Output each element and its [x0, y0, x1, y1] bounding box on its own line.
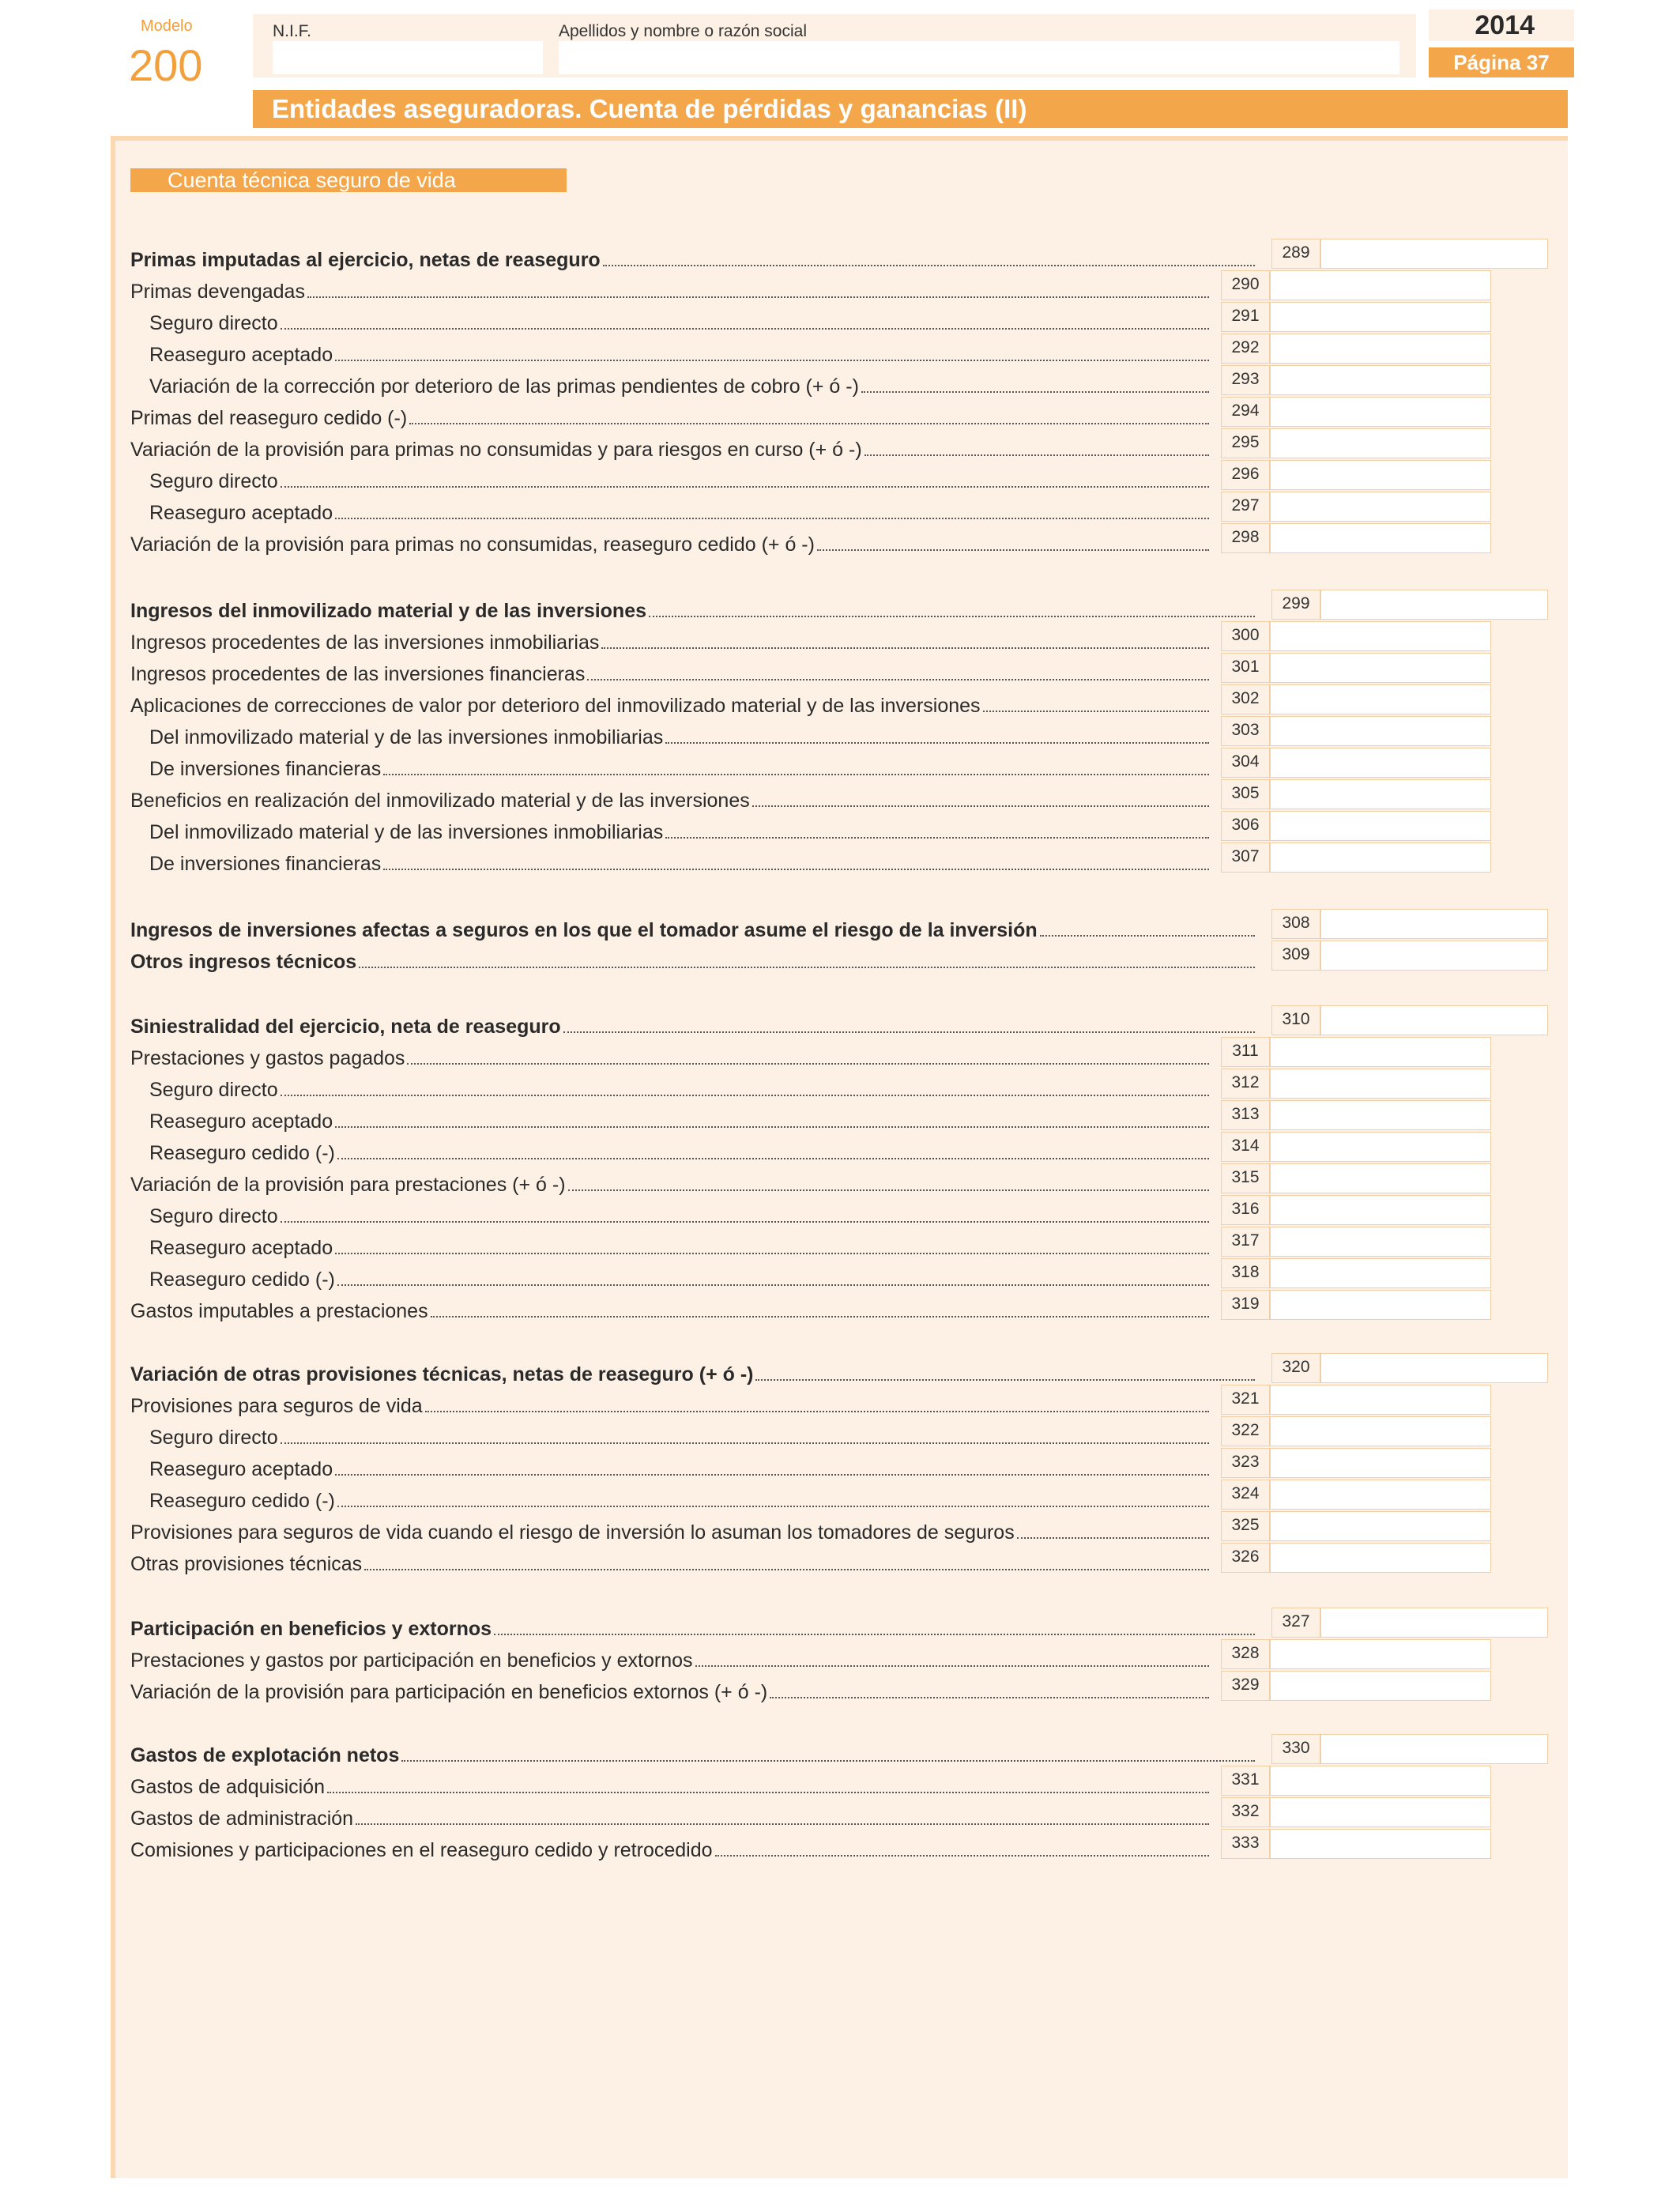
leader-dots	[864, 454, 1209, 456]
row-label: Reaseguro aceptado	[149, 1237, 333, 1259]
box-code: 324	[1221, 1480, 1270, 1510]
row-label: Prestaciones y gastos pagados	[130, 1047, 405, 1069]
row-label: Primas devengadas	[130, 281, 305, 303]
amount-field[interactable]	[1270, 1543, 1491, 1573]
box-code: 333	[1221, 1829, 1270, 1859]
row-label: Comisiones y participaciones en el reaseguro cedido y retrocedido	[130, 1839, 713, 1861]
row-label: Ingresos procedentes de las inversiones financieras	[130, 663, 586, 685]
row-label: De inversiones financieras	[149, 758, 382, 780]
leader-dots	[601, 647, 1209, 649]
leader-dots	[665, 837, 1209, 839]
row-label: Beneficios en realización del inmovilizado material y de las inversiones	[130, 790, 750, 812]
leader-dots	[364, 1569, 1209, 1570]
amount-field[interactable]	[1270, 779, 1491, 809]
form-row	[130, 1774, 1211, 1800]
amount-field[interactable]	[1320, 590, 1548, 620]
amount-field[interactable]	[1270, 1766, 1491, 1796]
amount-field[interactable]	[1270, 1639, 1491, 1669]
box-code: 318	[1221, 1258, 1270, 1288]
row-label: Del inmovilizado material y de las inversiones inmobiliarias	[149, 821, 664, 843]
name-label: Apellidos y nombre o razón social	[559, 22, 807, 40]
form-row	[130, 629, 1211, 656]
box-code: 299	[1271, 590, 1320, 620]
row-label: Seguro directo	[149, 470, 278, 492]
form-row	[130, 1487, 1211, 1514]
box-code: 300	[1221, 621, 1270, 651]
row-label: Variación de la provisión para primas no consumidas y para riesgos en curso (+ ó -)	[130, 439, 862, 461]
amount-field[interactable]	[1320, 1734, 1548, 1764]
amount-field[interactable]	[1270, 334, 1491, 364]
form-row	[130, 598, 1257, 624]
box-code: 321	[1221, 1385, 1270, 1415]
leader-dots	[281, 486, 1209, 488]
leader-dots	[383, 869, 1209, 870]
amount-field[interactable]	[1270, 1195, 1491, 1225]
box-code: 297	[1221, 492, 1270, 522]
row-label: Seguro directo	[149, 1427, 278, 1449]
box-code: 302	[1221, 684, 1270, 714]
amount-field[interactable]	[1270, 748, 1491, 778]
row-label: Prestaciones y gastos por participación en beneficios y extornos	[130, 1649, 693, 1672]
row-label: Reaseguro aceptado	[149, 1110, 333, 1133]
amount-field[interactable]	[1270, 460, 1491, 490]
leader-dots	[281, 1221, 1209, 1223]
form-row	[130, 405, 1211, 432]
row-label: Del inmovilizado material y de las inversiones inmobiliarias	[149, 726, 664, 748]
leader-dots	[337, 1506, 1209, 1507]
leader-dots	[568, 1189, 1209, 1191]
box-code: 315	[1221, 1163, 1270, 1193]
form-row	[130, 499, 1211, 526]
form-row	[130, 278, 1211, 305]
row-label: Reaseguro cedido (-)	[149, 1490, 335, 1512]
box-code: 291	[1221, 302, 1270, 332]
row-label: Reaseguro aceptado	[149, 1458, 333, 1480]
box-code: 303	[1221, 716, 1270, 746]
amount-field[interactable]	[1320, 909, 1548, 939]
amount-field[interactable]	[1270, 1416, 1491, 1446]
box-code: 328	[1221, 1639, 1270, 1669]
row-label: Variación de la corrección por deterioro de las primas pendientes de cobro (+ ó -)	[149, 375, 859, 398]
leader-dots	[335, 518, 1209, 519]
box-code: 316	[1221, 1195, 1270, 1225]
leader-dots	[603, 265, 1255, 266]
amount-field[interactable]	[1270, 397, 1491, 427]
row-label: Otras provisiones técnicas	[130, 1553, 363, 1575]
amount-field[interactable]	[1270, 492, 1491, 522]
form-row	[130, 819, 1211, 846]
leader-dots	[407, 1063, 1209, 1065]
amount-field[interactable]	[1270, 1448, 1491, 1478]
amount-field[interactable]	[1270, 1163, 1491, 1193]
form-row	[130, 373, 1211, 400]
row-label: Siniestralidad del ejercicio, neta de reaseguro	[130, 1016, 561, 1038]
leader-dots	[356, 1823, 1209, 1825]
leader-dots	[307, 296, 1209, 298]
row-label: Gastos imputables a prestaciones	[130, 1300, 428, 1322]
box-code: 313	[1221, 1100, 1270, 1130]
form-row	[130, 1393, 1211, 1419]
box-code: 310	[1271, 1005, 1320, 1035]
form-row	[130, 756, 1211, 782]
form-row	[130, 310, 1211, 337]
modelo-number: 200	[129, 40, 203, 90]
row-label: Reaseguro aceptado	[149, 502, 333, 524]
amount-field[interactable]	[1270, 1480, 1491, 1510]
form-row	[130, 1298, 1211, 1325]
leader-dots	[337, 1284, 1209, 1286]
form-row	[130, 1076, 1211, 1103]
row-label: Reaseguro aceptado	[149, 344, 333, 366]
form-row	[130, 531, 1211, 558]
amount-field[interactable]	[1270, 1037, 1491, 1067]
amount-field[interactable]	[1320, 239, 1548, 269]
box-code: 317	[1221, 1227, 1270, 1257]
box-code: 327	[1271, 1608, 1320, 1638]
leader-dots	[359, 967, 1255, 968]
amount-field[interactable]	[1270, 428, 1491, 458]
leader-dots	[563, 1031, 1255, 1033]
box-code: 325	[1221, 1511, 1270, 1541]
row-label: Provisiones para seguros de vida cuando el riesgo de inversión lo asuman los tomadores de seguros	[130, 1521, 1015, 1544]
amount-field[interactable]	[1270, 302, 1491, 332]
leader-dots	[665, 742, 1209, 744]
box-code: 304	[1221, 748, 1270, 778]
leader-dots	[337, 1158, 1209, 1159]
form-row	[130, 247, 1257, 273]
leader-dots	[335, 1474, 1209, 1476]
amount-field[interactable]	[1270, 653, 1491, 683]
row-label: Ingresos de inversiones afectas a seguros en los que el tomador asume el riesgo de la inversión	[130, 919, 1038, 941]
row-label: Ingresos procedentes de las inversiones inmobiliarias	[130, 631, 600, 654]
form-row	[130, 1456, 1211, 1483]
box-code: 319	[1221, 1290, 1270, 1320]
box-code: 320	[1271, 1353, 1320, 1383]
box-code: 294	[1221, 397, 1270, 427]
amount-field[interactable]	[1270, 1132, 1491, 1162]
form-row	[130, 948, 1257, 975]
page-title: Entidades aseguradoras. Cuenta de pérdidas y ganancias (II)	[253, 90, 1568, 128]
modelo-label: Modelo	[141, 17, 193, 35]
leader-dots	[335, 1126, 1209, 1128]
box-code: 295	[1221, 428, 1270, 458]
row-label: Participación en beneficios y extornos	[130, 1618, 492, 1640]
box-code: 311	[1221, 1037, 1270, 1067]
amount-field[interactable]	[1270, 621, 1491, 651]
form-row	[130, 1679, 1211, 1706]
leader-dots	[335, 360, 1209, 361]
form-row	[130, 1140, 1211, 1167]
leader-dots	[983, 711, 1209, 712]
box-code: 292	[1221, 334, 1270, 364]
form-row	[130, 468, 1211, 495]
leader-dots	[1040, 935, 1255, 937]
leader-dots	[649, 616, 1255, 617]
row-label: Reaseguro cedido (-)	[149, 1269, 335, 1291]
row-label: Variación de la provisión para participación en beneficios extornos (+ ó -)	[130, 1681, 768, 1703]
box-code: 296	[1221, 460, 1270, 490]
name-field[interactable]	[559, 41, 1399, 74]
form-row	[130, 1235, 1211, 1261]
leader-dots	[281, 328, 1209, 330]
leader-dots	[401, 1760, 1255, 1762]
row-label: Ingresos del inmovilizado material y de las inversiones	[130, 600, 647, 622]
box-code: 305	[1221, 779, 1270, 809]
row-label: Gastos de adquisición	[130, 1776, 325, 1798]
amount-field[interactable]	[1320, 941, 1548, 971]
form-row	[130, 1013, 1257, 1040]
box-code: 312	[1221, 1069, 1270, 1099]
form-row	[130, 1424, 1211, 1451]
row-label: Variación de la provisión para primas no consumidas, reaseguro cedido (+ ó -)	[130, 533, 815, 556]
row-label: Provisiones para seguros de vida	[130, 1395, 423, 1417]
leader-dots	[587, 679, 1209, 680]
year-label: 2014	[1429, 9, 1574, 41]
box-code: 289	[1271, 239, 1320, 269]
page-label: Página 37	[1429, 47, 1574, 77]
form-row	[130, 1266, 1211, 1293]
nif-field[interactable]	[273, 41, 543, 74]
row-label: Seguro directo	[149, 1079, 278, 1101]
box-code: 330	[1271, 1734, 1320, 1764]
amount-field[interactable]	[1270, 523, 1491, 553]
amount-field[interactable]	[1270, 1829, 1491, 1859]
form-row	[130, 1615, 1257, 1642]
amount-field[interactable]	[1270, 1511, 1491, 1541]
row-label: Variación de otras provisiones técnicas, netas de reaseguro (+ ó -)	[130, 1363, 754, 1385]
leader-dots	[715, 1855, 1209, 1857]
form-row	[130, 1805, 1211, 1832]
box-code: 332	[1221, 1797, 1270, 1827]
amount-field[interactable]	[1270, 1797, 1491, 1827]
amount-field[interactable]	[1270, 270, 1491, 300]
box-code: 322	[1221, 1416, 1270, 1446]
form-row	[130, 436, 1211, 463]
amount-field[interactable]	[1270, 1227, 1491, 1257]
leader-dots	[695, 1665, 1210, 1667]
row-label: Seguro directo	[149, 312, 278, 334]
leader-dots	[335, 1253, 1209, 1254]
leader-dots	[281, 1095, 1209, 1096]
leader-dots	[1017, 1537, 1209, 1539]
leader-dots	[755, 1379, 1255, 1381]
form-row	[130, 1647, 1211, 1674]
row-label: Aplicaciones de correcciones de valor por deterioro del inmovilizado material y de las inversiones	[130, 695, 981, 717]
box-code: 306	[1221, 811, 1270, 841]
box-code: 326	[1221, 1543, 1270, 1573]
amount-field[interactable]	[1320, 1608, 1548, 1638]
form-row	[130, 850, 1211, 877]
section-title: Cuenta técnica seguro de vida	[130, 168, 567, 192]
leader-dots	[431, 1316, 1209, 1318]
box-code: 290	[1221, 270, 1270, 300]
form-row	[130, 1108, 1211, 1135]
amount-field[interactable]	[1270, 1258, 1491, 1288]
amount-field[interactable]	[1320, 1353, 1548, 1383]
form-row	[130, 917, 1257, 944]
box-code: 308	[1271, 909, 1320, 939]
form-row	[130, 692, 1211, 719]
form-row	[130, 1045, 1211, 1072]
nif-label: N.I.F.	[273, 22, 312, 40]
form-row	[130, 1551, 1211, 1578]
box-code: 293	[1221, 365, 1270, 395]
amount-field[interactable]	[1270, 716, 1491, 746]
form-row	[130, 661, 1211, 688]
row-label: De inversiones financieras	[149, 853, 382, 875]
amount-field[interactable]	[1270, 1069, 1491, 1099]
box-code: 307	[1221, 843, 1270, 873]
box-code: 309	[1271, 941, 1320, 971]
row-label: Variación de la provisión para prestaciones (+ ó -)	[130, 1174, 566, 1196]
box-code: 329	[1221, 1671, 1270, 1701]
box-code: 314	[1221, 1132, 1270, 1162]
amount-field[interactable]	[1320, 1005, 1548, 1035]
amount-field[interactable]	[1270, 365, 1491, 395]
leader-dots	[327, 1792, 1209, 1793]
row-label: Gastos de administración	[130, 1808, 354, 1830]
form-row	[130, 1203, 1211, 1230]
box-code: 323	[1221, 1448, 1270, 1478]
leader-dots	[752, 805, 1209, 807]
form-row	[130, 787, 1211, 814]
row-label: Reaseguro cedido (-)	[149, 1142, 335, 1164]
leader-dots	[861, 391, 1209, 393]
form-row	[130, 724, 1211, 751]
row-label: Gastos de explotación netos	[130, 1744, 400, 1766]
leader-dots	[281, 1442, 1209, 1444]
leader-dots	[383, 774, 1209, 775]
form-row	[130, 1742, 1257, 1769]
row-label: Otros ingresos técnicos	[130, 951, 357, 973]
leader-dots	[494, 1634, 1255, 1635]
amount-field[interactable]	[1270, 1385, 1491, 1415]
box-code: 298	[1221, 523, 1270, 553]
leader-dots	[409, 423, 1209, 424]
leader-dots	[425, 1411, 1209, 1412]
amount-field[interactable]	[1270, 1671, 1491, 1701]
row-label: Seguro directo	[149, 1205, 278, 1227]
row-label: Primas del reaseguro cedido (-)	[130, 407, 408, 429]
form-row	[130, 1171, 1211, 1198]
form-row	[130, 1361, 1257, 1388]
amount-field[interactable]	[1270, 684, 1491, 714]
leader-dots	[817, 549, 1209, 551]
box-code: 301	[1221, 653, 1270, 683]
amount-field[interactable]	[1270, 843, 1491, 873]
amount-field[interactable]	[1270, 1100, 1491, 1130]
amount-field[interactable]	[1270, 811, 1491, 841]
leader-dots	[770, 1697, 1209, 1698]
box-code: 331	[1221, 1766, 1270, 1796]
row-label: Primas imputadas al ejercicio, netas de reaseguro	[130, 249, 601, 271]
form-row	[130, 1837, 1211, 1864]
form-row	[130, 1519, 1211, 1546]
form-row	[130, 341, 1211, 368]
amount-field[interactable]	[1270, 1290, 1491, 1320]
